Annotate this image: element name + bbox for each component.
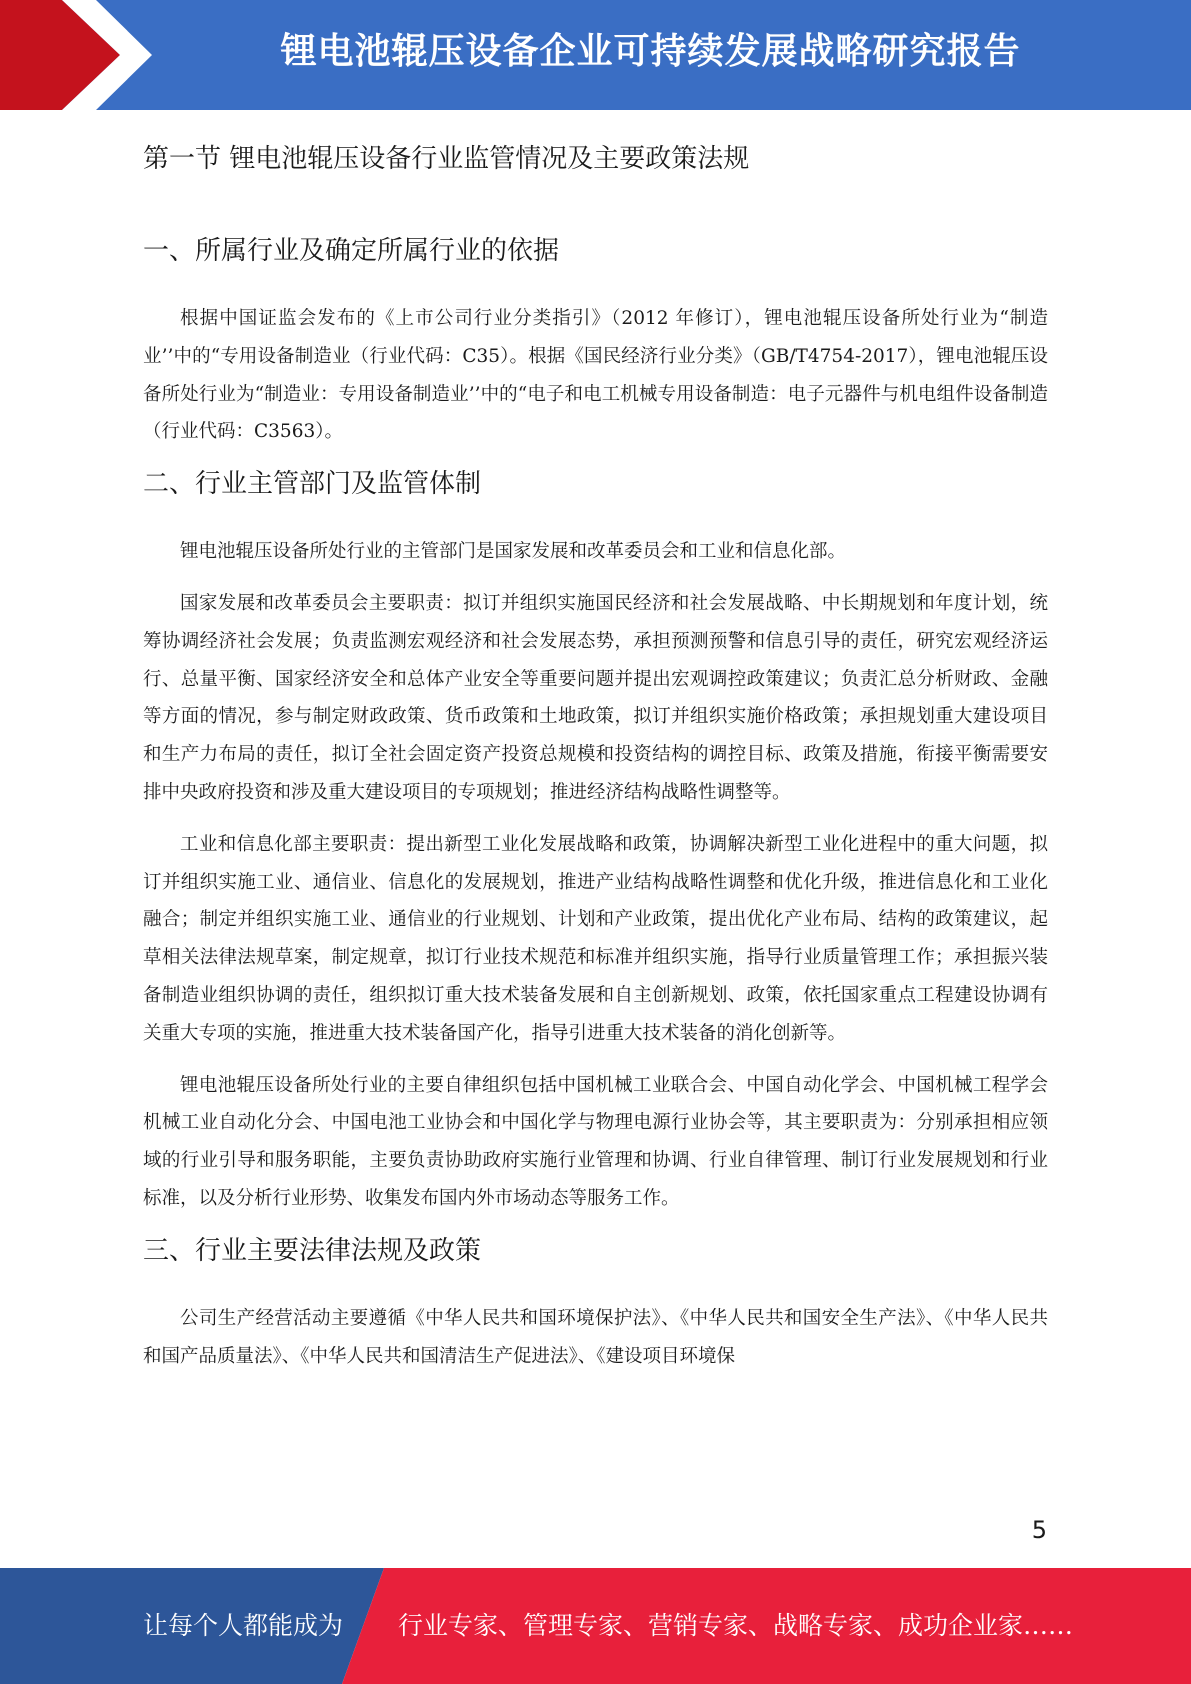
paragraph: 根据中国证监会发布的《上市公司行业分类指引》（2012 年修订），锂电池辊压设备所处行业为“制造业’’中的“专用设备制造业（行业代码：C35）。根据《国民经济行业分类》（GB/T4754-2017），锂电池辊压设备所处行业为“制造业：专用设备制造业’’中的“电子和电工机械专用设备制造：电子元器件与机电组件设备制造（行业代码：C3563）。 — [143, 308, 1048, 443]
footer-slogan-left: 让每个人都能成为 — [143, 1611, 344, 1640]
paragraph: 公司生产经营活动主要遵循《中华人民共和国环境保护法》、《中华人民共和国安全生产法》、《中华人民共和国产品质量法》、《中华人民共和国清洁生产促进法》、《建设项目环境保 — [143, 1307, 1048, 1367]
footer-slogan-right: 行业专家、管理专家、营销专家、战略专家、成功企业家…… — [398, 1611, 1074, 1640]
paragraph: 锂电池辊压设备所处行业的主管部门是国家发展和改革委员会和工业和信息化部。 — [180, 541, 847, 563]
paragraph: 工业和信息化部主要职责：提出新型工业化发展战略和政策，协调解决新型工业化进程中的重大问题，拟订并组织实施工业、通信业、信息化的发展规划，推进产业结构战略性调整和优化升级，推进信息化和工业化融合；制定并组织实施工业、通信业的行业规划、计划和产业政策，提出优化产业布局、结构的政策建议，起草相关法律法规草案，制定规章，拟订行业技术规范和标准并组织实施，指导行业质量管理工作；承担振兴装备制造业组织协调的责任，组织拟订重大技术装备发展和自主创新规划、政策，依托国家重点工程建设协调有关重大专项的实施，推进重大技术装备国产化，指导引进重大技术装备的消化创新等。 — [143, 833, 1048, 1044]
subsection-title-3: 三、行业主要法律法规及政策 — [143, 1235, 482, 1266]
subsection-title-2: 二、行业主管部门及监管体制 — [143, 469, 482, 500]
page-footer — [0, 1568, 1191, 1684]
report-title: 锂电池辊压设备企业可持续发展战略研究报告 — [280, 31, 1021, 72]
section-title: 第一节 锂电池辊压设备行业监管情况及主要政策法规 — [143, 144, 750, 174]
page-number: 5 — [1031, 1516, 1047, 1544]
paragraph: 锂电池辊压设备所处行业的主要自律组织包括中国机械工业联合会、中国自动化学会、中国机械工程学会机械工业自动化分会、中国电池工业协会和中国化学与物理电源行业协会等，其主要职责为：分别承担相应领域的行业引导和服务职能，主要负责协助政府实施行业管理和协调、行业自律管理、制订行业发展规划和行业标准，以及分析行业形势、收集发布国内外市场动态等服务工作。 — [143, 1074, 1048, 1209]
page-content — [143, 118, 1048, 1375]
paragraph: 国家发展和改革委员会主要职责：拟订并组织实施国民经济和社会发展战略、中长期规划和年度计划，统筹协调经济社会发展；负责监测宏观经济和社会发展态势，承担预测预警和信息引导的责任，研究宏观经济运行、总量平衡、国家经济安全和总体产业安全等重要问题并提出宏观调控政策建议；负责汇总分析财政、金融等方面的情况，参与制定财政政策、货币政策和土地政策，拟订并组织实施价格政策；承担规划重大建设项目和生产力布局的责任，拟订全社会固定资产投资总规模和投资结构的调控目标、政策及措施，衔接平衡需要安排中央政府投资和涉及重大建设项目的专项规划；推进经济结构战略性调整等。 — [143, 592, 1048, 803]
subsection-title-1: 一、所属行业及确定所属行业的依据 — [143, 236, 560, 266]
page-header — [0, 0, 1191, 110]
